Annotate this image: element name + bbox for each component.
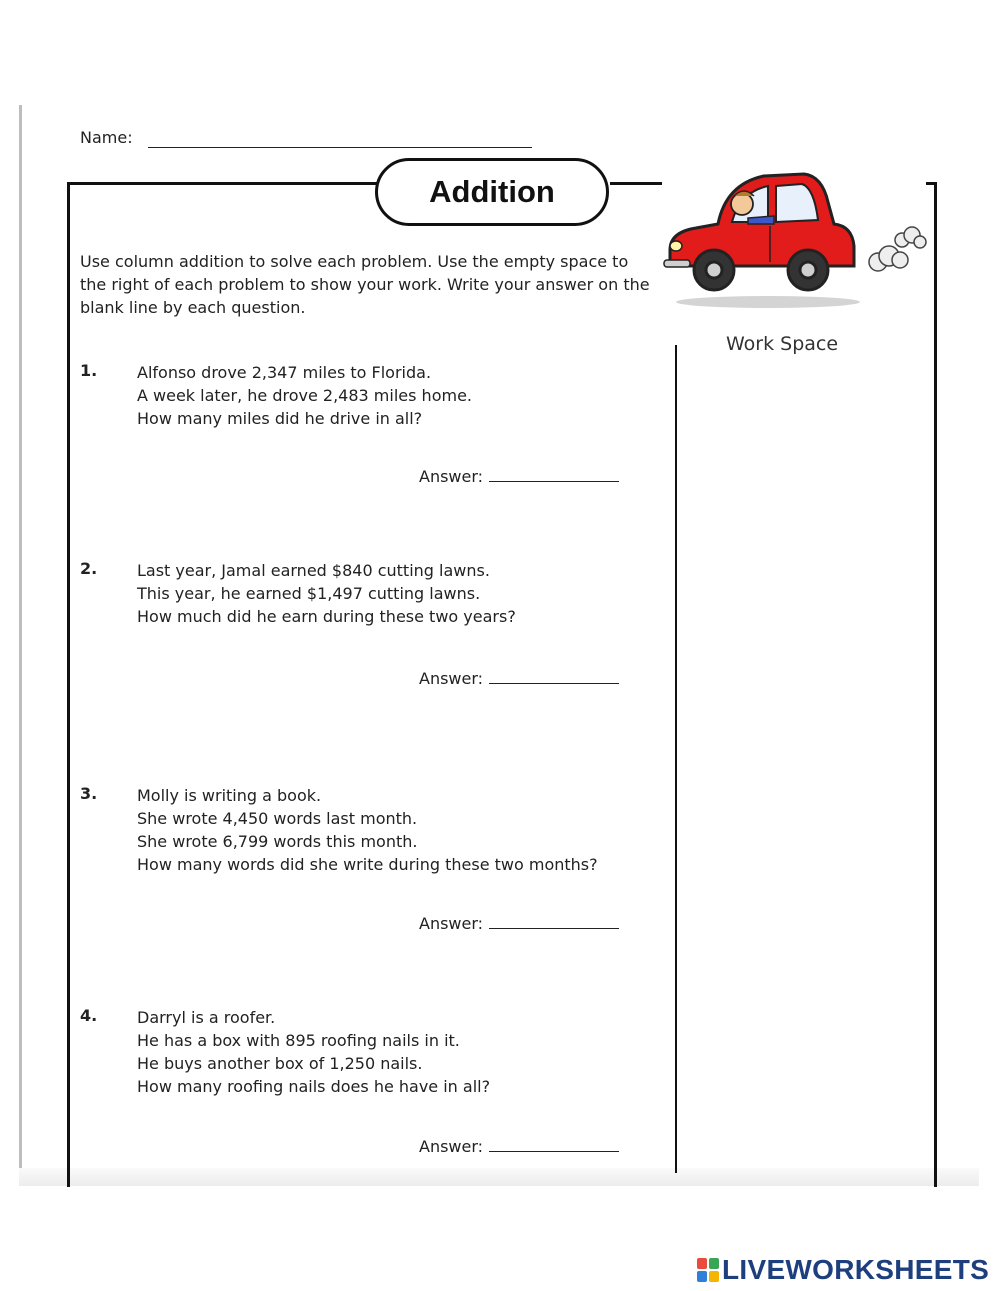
name-field-line[interactable] [148, 147, 532, 148]
answer-blank-2[interactable] [489, 669, 619, 684]
answer-row-3 [419, 914, 619, 933]
frame-right-border [934, 182, 937, 1187]
problem-line: A week later, he drove 2,483 miles home. [137, 386, 472, 405]
problem-number: 1. [80, 361, 98, 380]
problem-line: This year, he earned $1,497 cutting lawns. [137, 584, 481, 603]
answer-label: Answer: [419, 467, 484, 486]
frame-top-right [610, 182, 662, 185]
problem-number: 2. [80, 559, 98, 578]
page-bottom-edge [19, 1168, 979, 1186]
problem-line: How much did he earn during these two years? [137, 607, 516, 626]
work-space-label: Work Space [726, 333, 839, 355]
answer-row-4 [419, 1137, 619, 1156]
car-illustration [656, 162, 928, 314]
answer-row-2 [419, 669, 619, 688]
frame-left-border [67, 182, 70, 1187]
problem-line: She wrote 4,450 words last month. [137, 809, 418, 828]
answer-blank-1[interactable] [489, 467, 619, 482]
problem-number: 3. [80, 784, 98, 803]
instructions-text: Use column addition to solve each problem. Use the empty space to the right of each problem to show your work. Write your answer on the blank line by each question. [80, 252, 650, 317]
liveworksheets-logo[interactable] [697, 1255, 989, 1285]
problem-line: How many words did she write during these two months? [137, 855, 598, 874]
answer-label: Answer: [419, 669, 484, 688]
answer-label: Answer: [419, 914, 484, 933]
answer-row-1 [419, 467, 619, 486]
problem-number: 4. [80, 1006, 98, 1025]
liveworksheets-logo-icon [697, 1258, 719, 1282]
problem-line: Alfonso drove 2,347 miles to Florida. [137, 363, 432, 382]
frame-top-left [67, 182, 377, 185]
name-label: Name: [80, 128, 133, 147]
liveworksheets-logo-text: LIVEWORKSHEETS [722, 1254, 990, 1285]
page-left-edge [19, 105, 22, 1185]
problem-line: Darryl is a roofer. [137, 1008, 276, 1027]
problem-line: Molly is writing a book. [137, 786, 322, 805]
worksheet-title: Addition [375, 158, 609, 226]
problem-line: How many miles did he drive in all? [137, 409, 423, 428]
problem-line: She wrote 6,799 words this month. [137, 832, 418, 851]
answer-label: Answer: [419, 1137, 484, 1156]
answer-blank-3[interactable] [489, 914, 619, 929]
problem-line: He buys another box of 1,250 nails. [137, 1054, 423, 1073]
problem-line: Last year, Jamal earned $840 cutting lawns. [137, 561, 490, 580]
problem-line: He has a box with 895 roofing nails in it. [137, 1031, 460, 1050]
problem-line: How many roofing nails does he have in all? [137, 1077, 491, 1096]
answer-blank-4[interactable] [489, 1137, 619, 1152]
